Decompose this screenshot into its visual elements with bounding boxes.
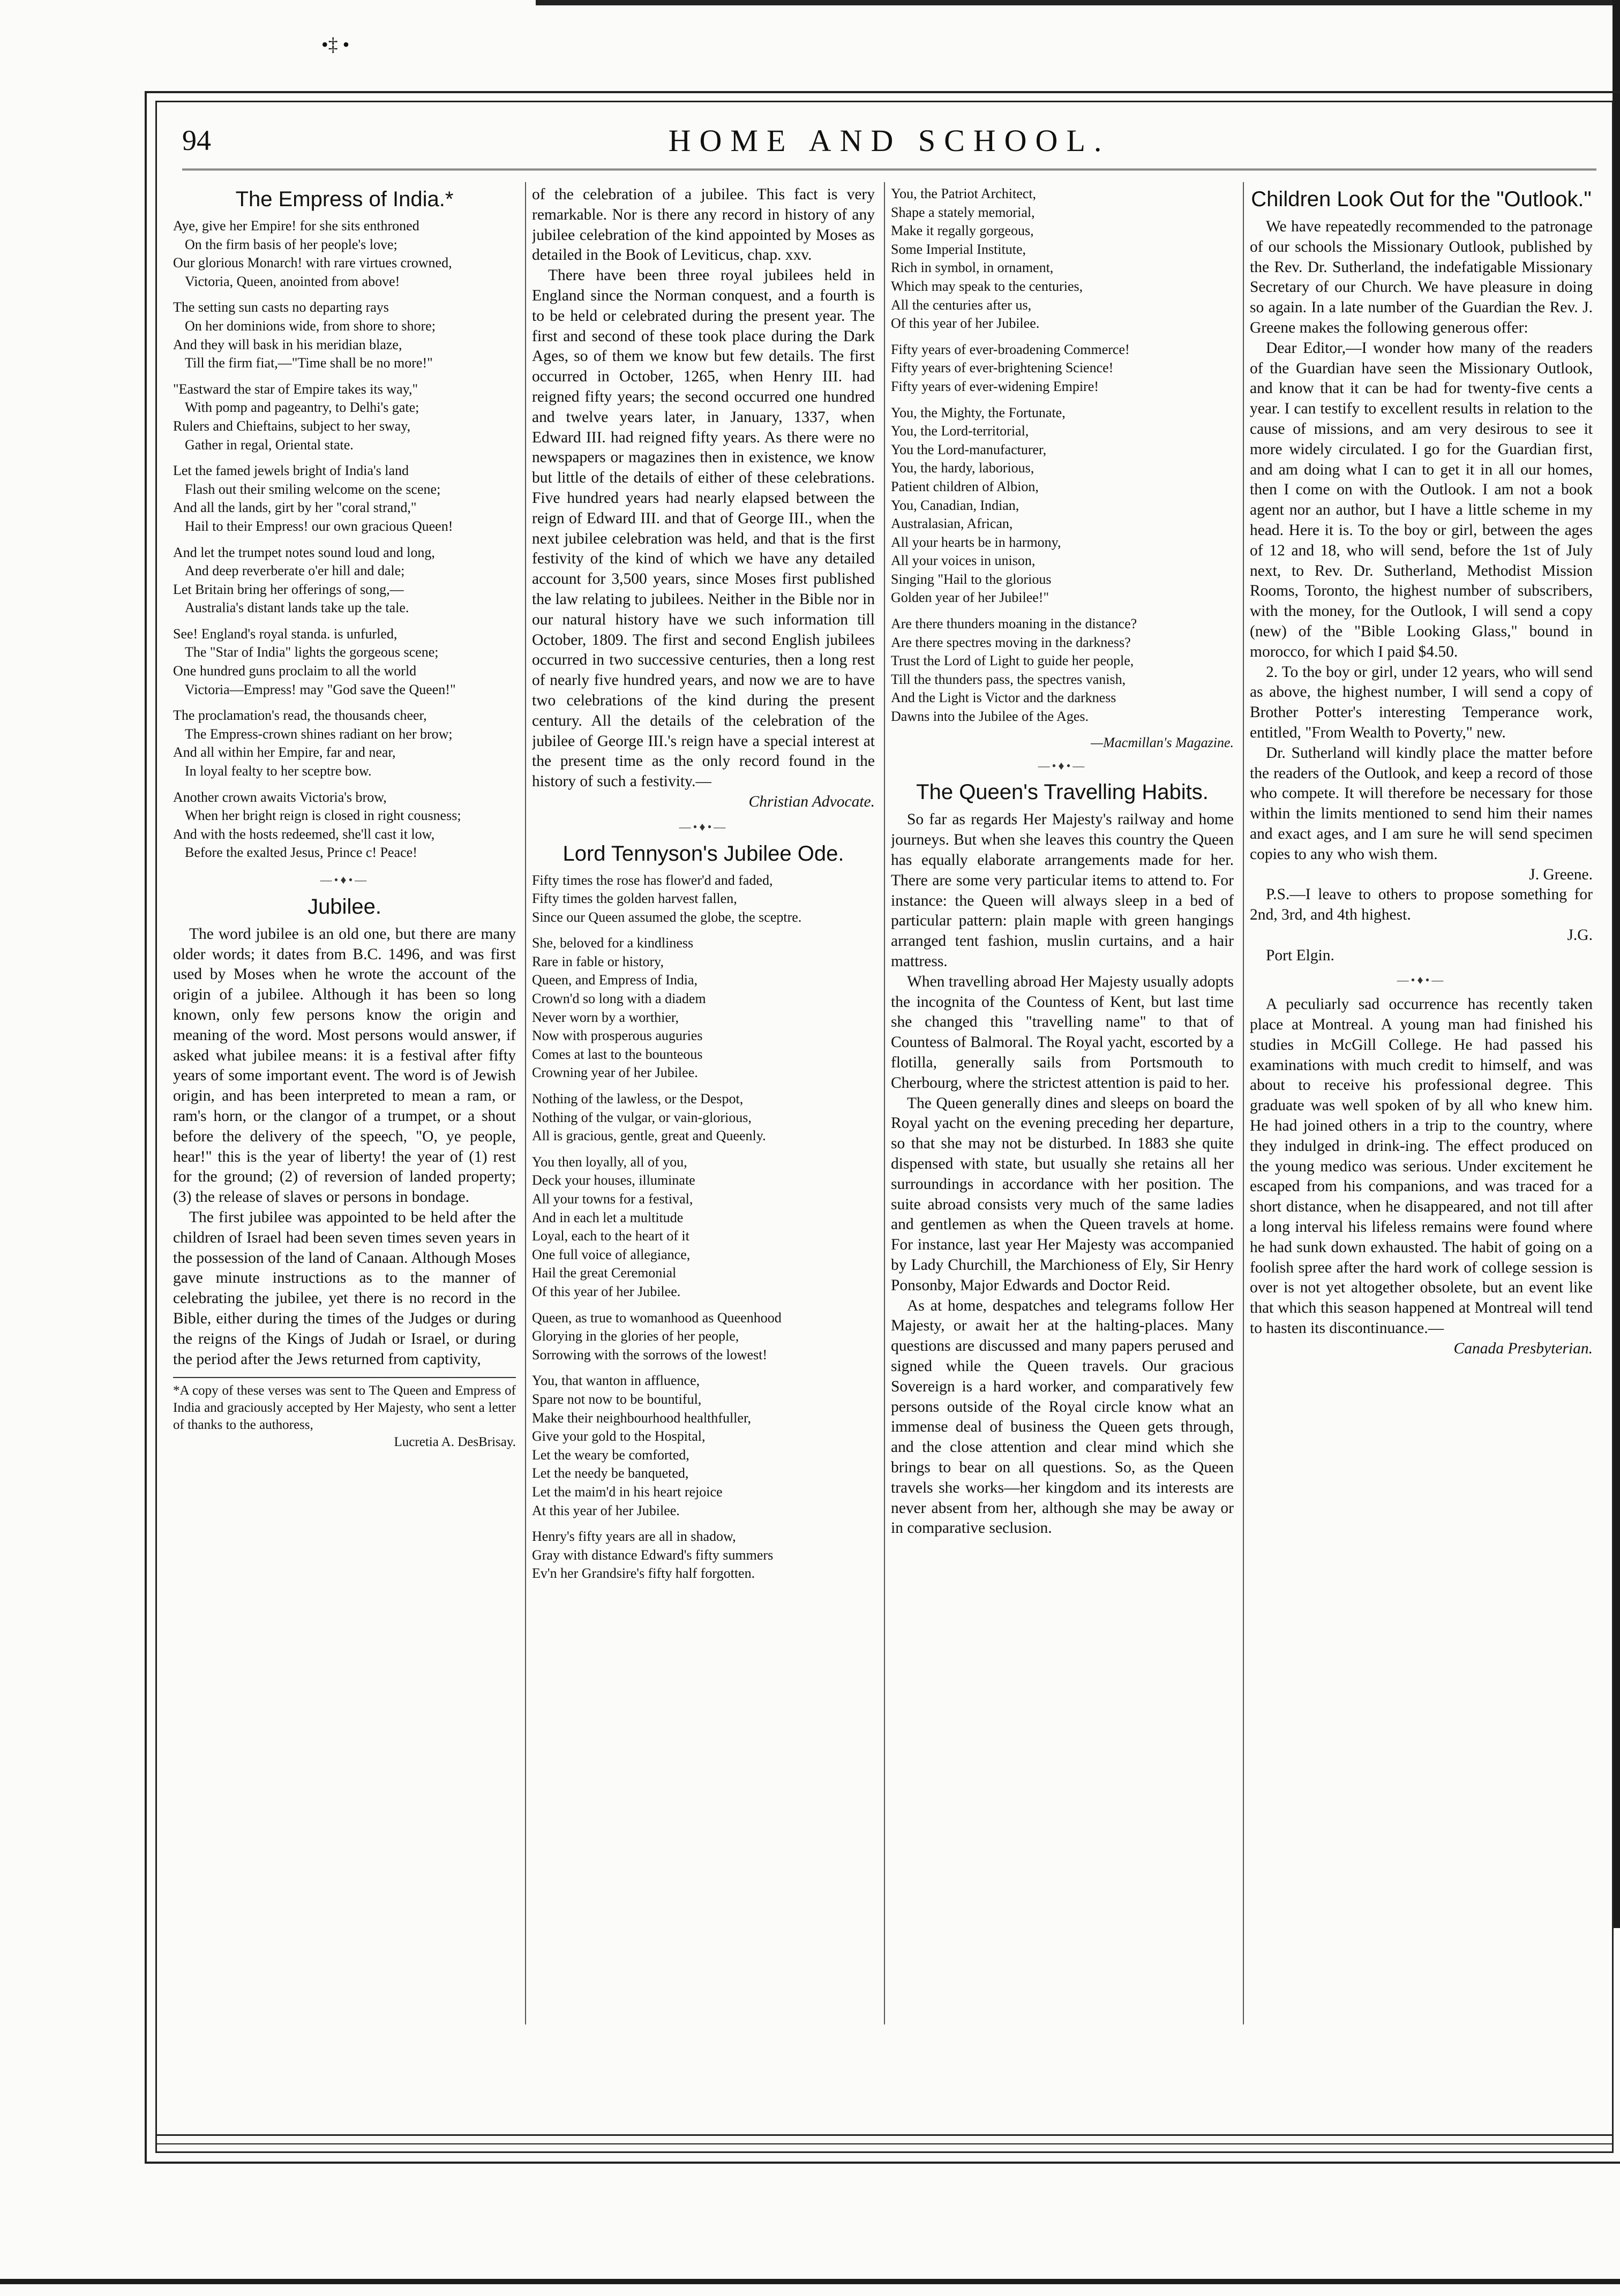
verse-line: Give your gold to the Hospital, — [532, 1428, 706, 1444]
verse-line: Our glorious Monarch! with rare virtues crowned, — [173, 255, 452, 271]
verse-line: Fifty times the rose has flower'd and faded, — [532, 872, 773, 888]
poem-jubilee-ode-continued — [891, 185, 1234, 726]
verse-line: Are there thunders moaning in the distance? — [891, 616, 1137, 632]
verse-line: Some Imperial Institute, — [891, 241, 1026, 257]
verse-line: Let the maim'd in his heart rejoice — [532, 1484, 723, 1500]
verse-line: At this year of her Jubilee. — [532, 1502, 680, 1518]
stanza — [532, 1372, 875, 1520]
top-mark: •‡ • — [321, 34, 350, 55]
verse-line: Let the weary be comforted, — [532, 1447, 689, 1463]
paragraph: The Queen generally dines and sleeps on board the Royal yacht on the evening preceding her departure, so that she may not be disturbed. In 1883 she quite dispensed with state, but usually she retains all her surroundings in accordance with her position. The suite abroad consists very much of the same ladies and gentlemen as when the Queen travels at home. For instance, last year Her Majesty was accompanied by Lady Churchill, the Marchioness of Ely, Sir Henry Ponsonby, Major Edwards and Doctor Reid. — [891, 1094, 1234, 1294]
letter-place: Port Elgin. — [1266, 946, 1334, 964]
verse-line: Another crown awaits Victoria's brow, — [173, 789, 387, 805]
verse-line: Spare not now to be bountiful, — [532, 1391, 702, 1407]
stanza — [173, 625, 516, 699]
column-3 — [891, 185, 1234, 2022]
paragraph: As at home, despatches and telegrams follow Her Majesty, or await her at the halting-places. Many questions are discussed and many papers perused and signed while the Queen travels. Our gracious Sovereign is a hard worker, and comparatively few persons outside of the Royal circle know what an immense deal of business the Queen gets through, and the close attention and clear mind which she brings to bear on all questions. So, as the Queen travels she works—her kingdom and its interests are never absent from her, although she may be away or in comparative seclusion. — [891, 1297, 1234, 1537]
verse-line: Now with prosperous auguries — [532, 1028, 703, 1044]
section-separator: —•♦•— — [320, 873, 369, 886]
column-4 — [1250, 185, 1593, 2022]
page-header — [182, 121, 1596, 170]
stanza — [532, 871, 875, 927]
verse-line: When her bright reign is closed in right cousness; — [185, 808, 461, 824]
verse-line: Since our Queen assumed the globe, the sceptre. — [532, 909, 802, 925]
column-2 — [532, 185, 875, 2022]
verse-line: Gray with distance Edward's fifty summers — [532, 1547, 774, 1563]
verse-line: One hundred guns proclaim to all the world — [173, 663, 417, 679]
paragraph: Dear Editor,—I wonder how many of the readers of the Guardian have seen the Missionary Outlook, and know that it can be had for twenty-five cents a year. I can testify to excellent results in relation to the cause of missions, and am very desirous to see it more widely circulated. I go for the Guardian first, and am doing what I can to get it in all our homes, then I come on with the Outlook. I am not a book agent nor an author, but I have a little scheme in my head. Here it is. To the boy or girl, between the ages of 12 and 18, who will send, before the 1st of July next, to Rev. Dr. Sutherland, Methodist Mission Rooms, Toronto, the highest number of subscribers, with the money, for the Outlook, I will send a copy (new) of the "Bible Looking Glass," bound in morocco, for which I paid $4.50. — [1250, 339, 1593, 660]
verse-line: Ev'n her Grandsire's fifty half forgotten. — [532, 1565, 755, 1582]
verse-line: Crowning year of her Jubilee. — [532, 1065, 698, 1081]
verse-line: Let the needy be banqueted, — [532, 1465, 689, 1481]
verse-line: Nothing of the vulgar, or vain-glorious, — [532, 1109, 752, 1125]
column-rule — [1243, 182, 1244, 2024]
section-separator: —•♦•— — [1038, 758, 1087, 772]
verse-line: Never worn by a worthier, — [532, 1009, 679, 1025]
verse-line: One full voice of allegiance, — [532, 1246, 691, 1262]
verse-line: Of this year of her Jubilee. — [532, 1283, 681, 1299]
verse-line: Are there spectres moving in the darkness? — [891, 634, 1131, 650]
verse-line: You, the Mighty, the Fortunate, — [891, 404, 1066, 420]
section-separator: —•♦•— — [679, 819, 728, 833]
verse-line: Flash out their smiling welcome on the scene; — [185, 481, 441, 497]
footnote — [173, 1377, 516, 1451]
column-rule — [884, 182, 885, 2024]
verse-line: Let the famed jewels bright of India's land — [173, 463, 409, 479]
article-title: The Queen's Travelling Habits. — [916, 780, 1209, 804]
verse-line: Fifty years of ever-widening Empire! — [891, 378, 1099, 394]
verse-line: With pomp and pageantry, to Delhi's gate; — [185, 400, 419, 416]
verse-line: Rare in fable or history, — [532, 953, 664, 969]
verse-line: Aye, give her Empire! for she sits enthroned — [173, 218, 419, 234]
verse-line: All your hearts be in harmony, — [891, 534, 1061, 550]
verse-line: Trust the Lord of Light to guide her people, — [891, 653, 1134, 669]
verse-line: Queen, and Empress of India, — [532, 972, 698, 988]
verse-line: Glorying in the glories of her people, — [532, 1328, 739, 1344]
page-edge-top — [536, 0, 1620, 5]
bottom-band — [0, 2279, 1620, 2284]
verse-line: You, the hardy, laborious, — [891, 460, 1034, 476]
footnote-signature: Lucretia A. DesBrisay. — [394, 1435, 516, 1450]
verse-line: On her dominions wide, from shore to shore; — [185, 318, 436, 334]
letter-signature: J. Greene. — [1529, 865, 1593, 883]
verse-line: And they will bask in his meridian blaze, — [173, 336, 402, 352]
page-number: 94 — [182, 124, 211, 156]
verse-line: Deck your houses, illuminate — [532, 1172, 695, 1188]
stanza — [173, 298, 516, 372]
ode-intro — [532, 871, 875, 927]
verse-line: And the Light is Victor and the darkness — [891, 690, 1116, 706]
verse-line: Make it regally gorgeous, — [891, 223, 1034, 239]
paragraph: 2. To the boy or girl, under 12 years, who will send as above, the highest number, I will send a copy of Brother Potter's interesting Temperance work, entitled, "From Wealth to Poverty," new. — [1250, 663, 1593, 741]
verse-line: "Eastward the star of Empire takes its way," — [173, 381, 418, 397]
stanza — [891, 404, 1234, 608]
paragraph: So far as regards Her Majesty's railway and home journeys. But when she leaves this country the Queen has equally elaborate arrangements made for her. There are some very particular items to attend to. For instance: the Queen will always sleep in a bed of particular pattern: plain maple with green hangings arranged tent fashion, muslin curtains, and a hair mattress. — [891, 811, 1234, 970]
verse-line: Australasian, African, — [891, 516, 1013, 532]
stanza — [891, 341, 1234, 396]
stanza — [173, 706, 516, 780]
verse-line: You, that wanton in affluence, — [532, 1373, 700, 1389]
verse-line: All your towns for a festival, — [532, 1191, 693, 1207]
article-title: Children Look Out for the "Outlook." — [1251, 187, 1592, 211]
postscript: P.S.—I leave to others to propose something for 2nd, 3rd, and 4th highest. — [1250, 886, 1593, 924]
footnote-text: *A copy of these verses was sent to The Queen and Empress of India and graciously accepted by Her Majesty, who sent a letter of thanks to the authoress, — [173, 1383, 516, 1433]
verse-line: Singing "Hail to the glorious — [891, 571, 1052, 587]
verse-line: Rich in symbol, in ornament, — [891, 260, 1054, 276]
paragraph: When travelling abroad Her Majesty usually adopts the incognita of the Countess of Kent, but last time she changed this "travelling name" to that of Countess of Balmoral. The Royal yacht, escorted by a flotilla, generally sails from Portsmouth to Cherbourg, where the strictest attention is paid to her. — [891, 973, 1234, 1091]
article-title: Jubilee. — [308, 894, 381, 919]
verse-line: Which may speak to the centuries, — [891, 278, 1083, 294]
paragraph: Dr. Sutherland will kindly place the matter before the readers of the Outlook, and keep a record of those who compete. It will therefore be necessary for those within the limits mentioned to send him their names and exact ages, and I am sure he will send specimen copies to any who wish them. — [1250, 744, 1593, 863]
column-1 — [173, 185, 516, 2022]
verse-line: Rulers and Chieftains, subject to her sway, — [173, 418, 411, 434]
article-source: Christian Advocate. — [748, 793, 875, 810]
poem-jubilee-ode — [532, 934, 875, 1583]
verse-line: All your voices in unison, — [891, 553, 1036, 569]
verse-line: Comes at last to the bounteous — [532, 1046, 703, 1062]
verse-line: Of this year of her Jubilee. — [891, 315, 1040, 332]
verse-line: Before the exalted Jesus, Prince c! Peace! — [185, 845, 417, 861]
footer-rule — [155, 2134, 1614, 2144]
verse-line: Victoria—Empress! may "God save the Queen!" — [185, 681, 456, 697]
verse-line: You the Lord-manufacturer, — [891, 441, 1047, 457]
poem-title: The Empress of India.* — [235, 187, 454, 211]
verse-line: Make their neighbourhood healthfuller, — [532, 1410, 752, 1426]
verse-line: Till the firm fiat,—"Time shall be no more!" — [185, 355, 433, 371]
verse-line: Victoria, Queen, anointed from above! — [185, 273, 400, 289]
verse-line: And all within her Empire, far and near, — [173, 744, 396, 761]
column-rule — [525, 182, 526, 2024]
stanza — [173, 217, 516, 291]
verse-line: Sorrowing with the sorrows of the lowest! — [532, 1346, 768, 1362]
verse-line: And in each let a multitude — [532, 1209, 684, 1225]
verse-line: Gather in regal, Oriental state. — [185, 436, 354, 453]
verse-line: You, the Lord-territorial, — [891, 423, 1029, 439]
verse-line: On the firm basis of her people's love; — [185, 236, 398, 252]
paragraph: We have repeatedly recommended to the patronage of our schools the Missionary Outlook, published by the Rev. Dr. Sutherland, the indefatigable Missionary Secretary of our Church. We have pleasure in doing so again. In a late number of the Guardian the Rev. J. Greene makes the following generous offer: — [1250, 218, 1593, 336]
verse-line: See! England's royal standa. is unfurled, — [173, 626, 398, 642]
stanza — [173, 380, 516, 454]
verse-line: Shape a stately memorial, — [891, 204, 1035, 220]
paragraph: The first jubilee was appointed to be held after the children of Israel had been seven times seven years in the possession of the land of Canaan. Although Moses gave minute instructions as to the manner of celebrating the jubilee, yet there is no record in the Bible, either during the times of the Judges or during the reigns of the Kings of Judah or Israel, or during the period after the Jews returned from captivity, — [173, 1208, 516, 1368]
paragraph: There have been three royal jubilees held in England since the Norman conquest, and a fourth is to be held or celebrated during the present year. The first and second of these took place during the Dark Ages, so of them we know but few details. The first occurred in October, 1265, when Henry III. had reigned fifty years; the second occurred one hundred and twelve years later, in January, 1337, when Edward III. had reigned fifty years. As there were no newspapers or magazines then in existence, we know but little of the details of either of these celebrations. Five hundred years had nearly elapsed between the reign of Edward III. and that of George III., when the next jubilee celebration was held, and that is the first festivity of the kind of which we have any detailed account for 3,500 years, since Moses first published the law relating to jubilees. Neither in the Bible nor in our natural history have we such information till October, 1809. The first and second English jubilees occurred in two successive centuries, then a long rest of nearly five hundred years, and now we are to have two celebrations of the kind during the present century. All the details of the celebration of the jubilee of George III.'s reign have a special interest at the present time as the only record found in the history of such a festivity.— — [532, 267, 875, 791]
stanza — [532, 1527, 875, 1583]
verse-line: All is gracious, gentle, great and Queenly. — [532, 1128, 766, 1144]
paragraph: of the celebration of a jubilee. This fact is very remarkable. Nor is there any record in history of any jubilee celebration of the kind appointed by Moses as detailed in the Book of Leviticus, chap. xxv. — [532, 186, 875, 264]
stanza — [173, 462, 516, 536]
stanza — [173, 544, 516, 618]
news-item: A peculiarly sad occurrence has recently taken place at Montreal. A young man had finished his studies in McGill College. He had passed his examinations with much credit to himself, and was about to receive his professional degree. This graduate was well spoken of by all who knew him. He had joined others in a trip to the country, where they indulged in drink-ing. The effect produced on the young medico was serious. Under excitement he escaped from his companions, and was traced for a short distance, when he disappeared, and not till after a long interval his lifeless remains were found where he had sunk down exhausted. The habit of going on a foolish spree after the hard work of college session is over is not yet altogether obsolete, but an event like that which this season happened at Montreal will tend to hasten its discontinuance.— — [1250, 996, 1593, 1337]
verse-line: And with the hosts redeemed, she'll cast it low, — [173, 826, 435, 842]
stanza — [532, 934, 875, 1082]
poem-source: —Macmillan's Magazine. — [1091, 734, 1234, 750]
verse-line: Fifty years of ever-brightening Science! — [891, 360, 1114, 376]
verse-line: You, the Patriot Architect, — [891, 186, 1037, 201]
verse-line: Australia's distant lands take up the tale. — [185, 600, 409, 616]
section-separator: —•♦•— — [1397, 973, 1446, 987]
running-title: HOME AND SCHOOL. — [668, 123, 1111, 158]
verse-line: Fifty times the golden harvest fallen, — [532, 891, 737, 907]
verse-line: Hail the great Ceremonial — [532, 1265, 677, 1281]
verse-line: Queen, as true to womanhood as Queenhood — [532, 1309, 782, 1326]
verse-line: All the centuries after us, — [891, 297, 1032, 313]
stanza — [532, 1090, 875, 1146]
article-title: Lord Tennyson's Jubilee Ode. — [562, 841, 844, 865]
verse-line: She, beloved for a kindliness — [532, 935, 694, 951]
verse-line: Till the thunders pass, the spectres vanish, — [891, 671, 1126, 687]
verse-line: Dawns into the Jubilee of the Ages. — [891, 709, 1089, 725]
news-source: Canada Presbyterian. — [1453, 1339, 1593, 1357]
stanza — [891, 615, 1234, 726]
stanza — [891, 185, 1234, 333]
verse-line: Loyal, each to the heart of it — [532, 1228, 689, 1244]
verse-line: Crown'd so long with a diadem — [532, 991, 706, 1007]
verse-line: Nothing of the lawless, or the Despot, — [532, 1091, 744, 1107]
verse-line: The "Star of India" lights the gorgeous scene; — [185, 644, 439, 660]
verse-line: Golden year of her Jubilee!" — [891, 590, 1049, 606]
paragraph: The word jubilee is an old one, but there are many older words; it dates from B.C. 1496, and was first used by Moses when he wrote the account of the origin of a jubilee. Although it has been so long known, only few persons know the origin and meaning of the word. Most persons would answer, if asked what jubilee means: it is a festival after fifty years of some important event. The word is of Jewish origin, and has been interpreted to mean a ram, or ram's horn, or the clangor of a trumpet, or a shout before the delivery of the speech, "O, ye people, hear!" this is the year of liberty! the year of (1) rest for the ground; (2) of reversion of landed property; (3) the release of slaves or persons in bondage. — [173, 925, 516, 1206]
stanza — [532, 1153, 875, 1301]
verse-line: Hail to their Empress! our own gracious Queen! — [185, 518, 453, 534]
verse-line: You, Canadian, Indian, — [891, 497, 1019, 513]
stanza — [173, 788, 516, 862]
verse-line: In loyal fealty to her sceptre bow. — [185, 763, 372, 779]
verse-line: And let the trumpet notes sound loud and long, — [173, 544, 435, 560]
verse-line: You then loyally, all of you, — [532, 1154, 687, 1170]
verse-line: Let Britain bring her offerings of song,— — [173, 581, 404, 597]
postscript-initials: J.G. — [1567, 926, 1593, 944]
verse-line: And all the lands, girt by her "coral strand," — [173, 500, 417, 516]
verse-line: The proclamation's read, the thousands cheer, — [173, 707, 427, 724]
verse-line: Henry's fifty years are all in shadow, — [532, 1529, 736, 1545]
verse-line: Patient children of Albion, — [891, 478, 1039, 494]
verse-line: The Empress-crown shines radiant on her brow; — [185, 726, 453, 742]
verse-line: The setting sun casts no departing rays — [173, 299, 389, 315]
stanza — [532, 1309, 875, 1365]
verse-line: Fifty years of ever-broadening Commerce! — [891, 341, 1130, 357]
poem-empress-of-india — [173, 217, 516, 862]
verse-line: And deep reverberate o'er hill and dale; — [185, 563, 405, 579]
